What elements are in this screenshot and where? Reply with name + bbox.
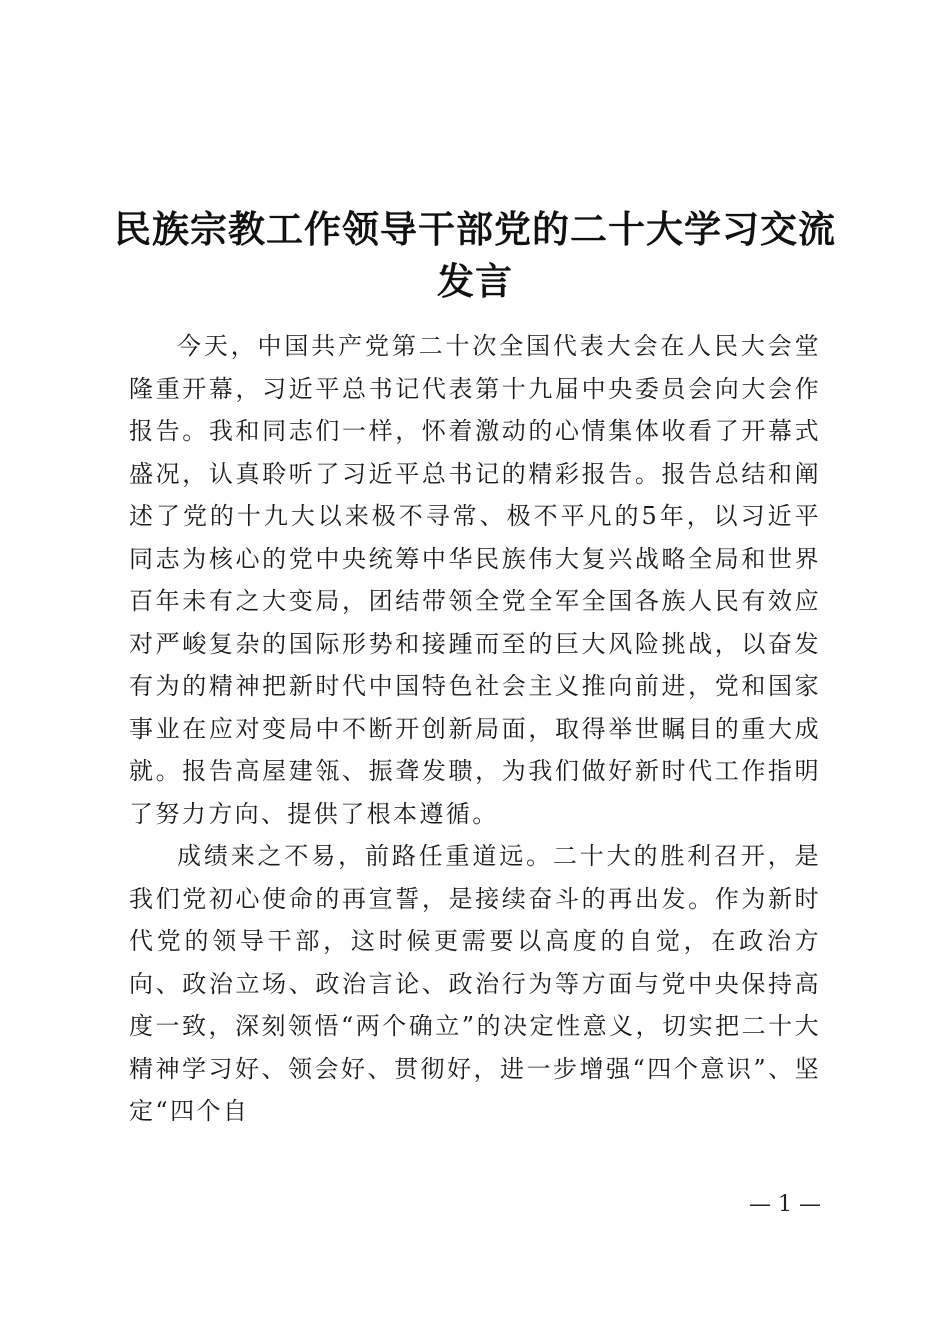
page-number: — 1 — [749,1192,821,1217]
paragraph-1: 今天，中国共产党第二十次全国代表大会在人民大会堂隆重开幕，习近平总书记代表第十九届中央委员会向大会作报告。我和同志们一样，怀着激动的心情集体收看了开幕式盛况，认真聆听了习近平总书记的精彩报告。报告总结和阐述了党的十九大以来极不寻常、极不平凡的5年，以习近平同志为核心的党中央统筹中华民族伟大复兴战略全局和世界百年未有之大变局，团结带领全党全军全国各族人民有效应对严峻复杂的国际形势和接踵而至的巨大风险挑战，以奋发有为的精神把新时代中国特色社会主义推向前进，党和国家事业在应对变局中不断开创新局面，取得举世瞩目的重大成就。报告高屋建瓴、振聋发聩，为我们做好新时代工作指明了努力方向、提供了根本遵循。 [129,332,821,828]
document-title: 民族宗教工作领导干部党的二十大学习交流发言 [114,206,836,303]
document-body [129,325,821,1133]
paragraph-2: 成绩来之不易，前路任重道远。二十大的胜利召开，是我们党初心使命的再宣誓，是接续奋斗的再出发。作为新时代党的领导干部，这时候更需要以高度的自觉，在政治方向、政治立场、政治言论、政治行为等方面与党中央保持高度一致，深刻领悟“两个确立”的决定性意义，切实把二十大精神学习好、领会好、贯彻好，进一步增强“四个意识”、坚定“四个自 [129,842,821,1125]
